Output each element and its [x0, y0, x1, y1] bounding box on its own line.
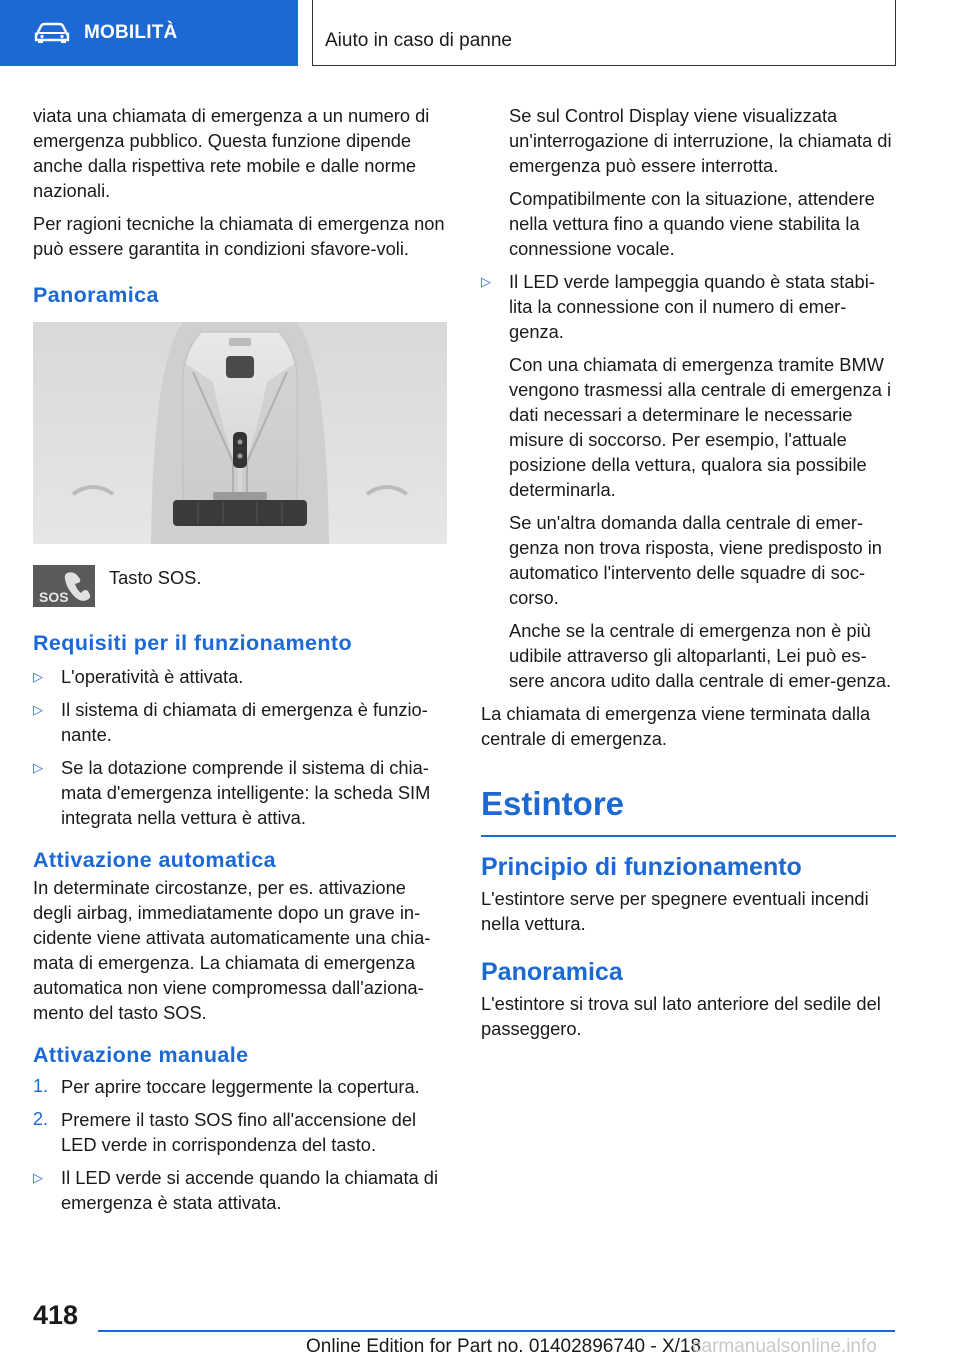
list-item: ▷ Il sistema di chiamata di emergenza è funzio-nante. [33, 699, 428, 745]
result-item: ▷ Il LED verde si accende quando la chiamata di emergenza è stata attivata. [33, 1167, 439, 1213]
triangle-bullet-icon: ▷ [33, 760, 43, 775]
section-title: MOBILITÀ [84, 22, 178, 43]
paragraph: Compatibilmente con la situazione, attendere nella vettura fino a quando viene stabilita la connessione vocale. [509, 188, 875, 259]
watermark: carmanualsonline.info [692, 1336, 877, 1357]
paragraph: Se un'altra domanda dalla centrale di emer-genza non trova risposta, viene predisposto in automatico l'intervento delle squadre di soc-corso. [509, 512, 882, 608]
sos-icon-text: SOS [39, 589, 69, 605]
heading-principio: Principio di funzionamento [481, 852, 802, 881]
list-item: ▷ Il LED verde lampeggia quando è stata stabi-lita la connessione con il numero di emer-genza. [481, 271, 875, 342]
page-number: 418 [33, 1300, 79, 1330]
step-item: 2. Premere il tasto SOS fino all'accensione del LED verde in corrispondenza del tasto. [33, 1109, 417, 1155]
triangle-bullet-icon: ▷ [33, 702, 43, 717]
paragraph: Anche se la centrale di emergenza non è più udibile attraverso gli altoparlanti, Lei può es-sere ancora udito dalla centrale di emer-genza. [509, 620, 892, 691]
heading-attivazione-manuale: Attivazione manuale [33, 1043, 249, 1067]
left-column [33, 103, 447, 1223]
list-item: ▷ Se la dotazione comprende il sistema di chia-mata d'emergenza intelligente: la scheda SIM integrata nella vettura è attiva. [33, 757, 431, 828]
overhead-console-photo [33, 322, 447, 544]
heading-requisiti: Requisiti per il funzionamento [33, 631, 352, 655]
list-item: ▷ L'operatività è attivata. [33, 666, 244, 687]
step-item: 1. Per aprire toccare leggermente la copertura. [33, 1076, 420, 1097]
heading-rule [481, 835, 896, 837]
edition-text: Online Edition for Part no. 01402896740 - X/18 [306, 1336, 702, 1357]
steps-list [33, 1074, 447, 1215]
principio-paragraph: L'estintore serve per spegnere eventuali incendi nella vettura. [481, 887, 869, 934]
triangle-bullet-icon: ▷ [33, 669, 43, 684]
panoramica-estintore-paragraph: L'estintore si trova sul lato anteriore del sedile del passeggero. [481, 992, 881, 1039]
heading-panoramica-estintore: Panoramica [481, 957, 623, 986]
heading-estintore: Estintore [481, 785, 625, 822]
intro-paragraph-2: Per ragioni tecniche la chiamata di emergenza non può essere garantita in condizioni sfavore-voli. [33, 213, 445, 259]
footer-rule [98, 1330, 895, 1332]
paragraph: La chiamata di emergenza viene terminata dalla centrale di emergenza. [481, 703, 871, 749]
intro-paragraph-1: viata una chiamata di emergenza a un numero di emergenza pubblico. Questa funzione dipende anche dalla rispettiva rete mobile e dalle norme nazionali. [33, 105, 430, 201]
section-tab [0, 0, 298, 66]
right-column [481, 103, 896, 1049]
heading-panoramica: Panoramica [33, 283, 159, 307]
chapter-title: Aiuto in caso di panne [312, 0, 896, 66]
car-icon [34, 22, 70, 44]
sos-caption-row [33, 565, 447, 607]
heading-attivazione-automatica: Attivazione automatica [33, 848, 276, 872]
paragraph: Con una chiamata di emergenza tramite BMW vengono trasmessi alla centrale di emergenza i dati necessari a determinare le necessarie misure di soccorso. Per esempio, l'attuale posizione della vettura, qualora sia possibile determinarla. [509, 354, 892, 500]
triangle-bullet-icon: ▷ [33, 1170, 43, 1185]
paragraph: Se sul Control Display viene visualizzata un'interrogazione di interruzione, la chiamata di emergenza può essere interrotta. [509, 105, 892, 176]
sos-button-icon [33, 565, 95, 607]
triangle-bullet-icon: ▷ [481, 274, 491, 289]
requirements-list [33, 664, 447, 830]
auto-paragraph: In determinate circostanze, per es. attivazione degli airbag, immediatamente dopo un grave in-cidente viene attivata automaticamente una chia-mata di emergenza. La chiamata di emergenza automatica non viene compromessa dall'aziona-mento del tasto SOS. [33, 877, 431, 1023]
sos-caption: Tasto SOS. [109, 567, 202, 588]
